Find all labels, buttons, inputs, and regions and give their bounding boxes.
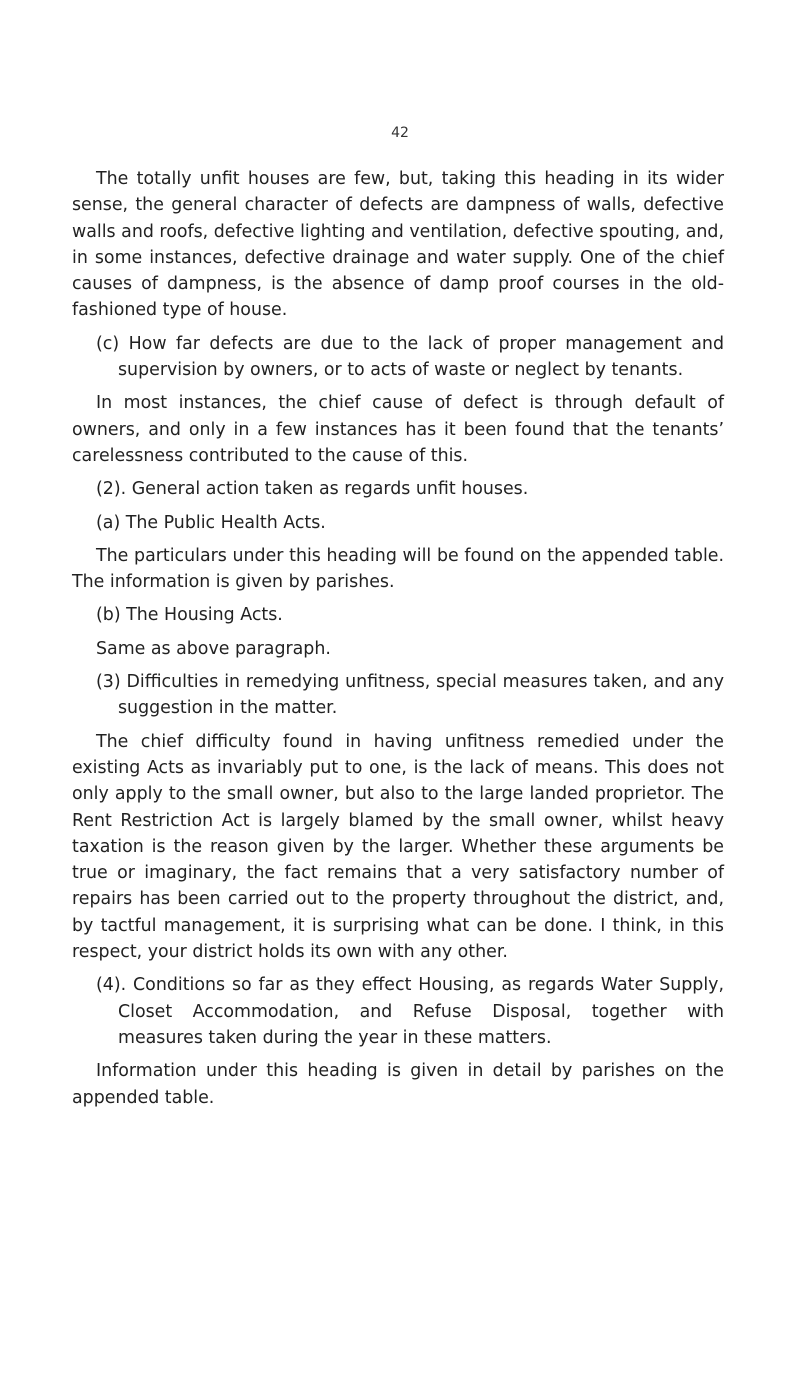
heading-4-conditions: (4). Conditions so far as they effect Housing, as regards Water Supply, Closet Accommodation, and Refuse Disposal, together with measures taken during the year in these matters. [96, 975, 724, 1048]
heading-a-public-health-acts: (a) The Public Health Acts. [96, 512, 326, 533]
paragraph-default-of-owners: In most instances, the chief cause of defect is through default of owners, and only in a few instances has it been found that the tenants’ carelessness contributed to the cause of this. [72, 393, 724, 466]
paragraph-information: Information under this heading is given in detail by parishes on the appended table. [72, 1061, 724, 1108]
paragraph-defects-character: The totally unfit houses are few, but, taking this heading in its wider sense, the general character of defects are dampness of walls, defective walls and roofs, defective lighting and ventilation, defective spouting, and, in some instances, defective drainage and water supply. One of the chief causes of dampness, is the absence of damp proof courses in the old-fashioned type of house. [72, 169, 724, 321]
page-number: 42 [391, 125, 409, 141]
paragraph-same-as-above: Same as above paragraph. [96, 638, 331, 659]
heading-3-difficulties: (3) Difficulties in remedying unfitness, special measures taken, and any suggestion in the matter. [96, 672, 724, 719]
document-body [72, 166, 724, 1111]
heading-2-general-action: (2). General action taken as regards unfit houses. [96, 479, 529, 500]
heading-b-housing-acts: (b) The Housing Acts. [96, 605, 283, 626]
heading-c-management: (c) How far defects are due to the lack of proper management and supervision by owners, or to acts of waste or neglect by tenants. [96, 333, 724, 381]
paragraph-chief-difficulty: The chief difficulty found in having unfitness remedied under the existing Acts as invariably put to one, is the lack of means. This does not only apply to the small owner, but also to the large landed proprietor. The Rent Restriction Act is largely blamed by the small owner, whilst heavy taxation is the reason given by the larger. Whether these arguments be true or imaginary, the fact remains that a very satisfactory number of repairs has been carried out to the property throughout the district, and, by tactful management, it is surprising what can be done. I think, in this respect, your district holds its own with any other. [72, 731, 724, 963]
paragraph-particulars: The particulars under this heading will be found on the appended table. The information is given by parishes. [72, 545, 724, 593]
